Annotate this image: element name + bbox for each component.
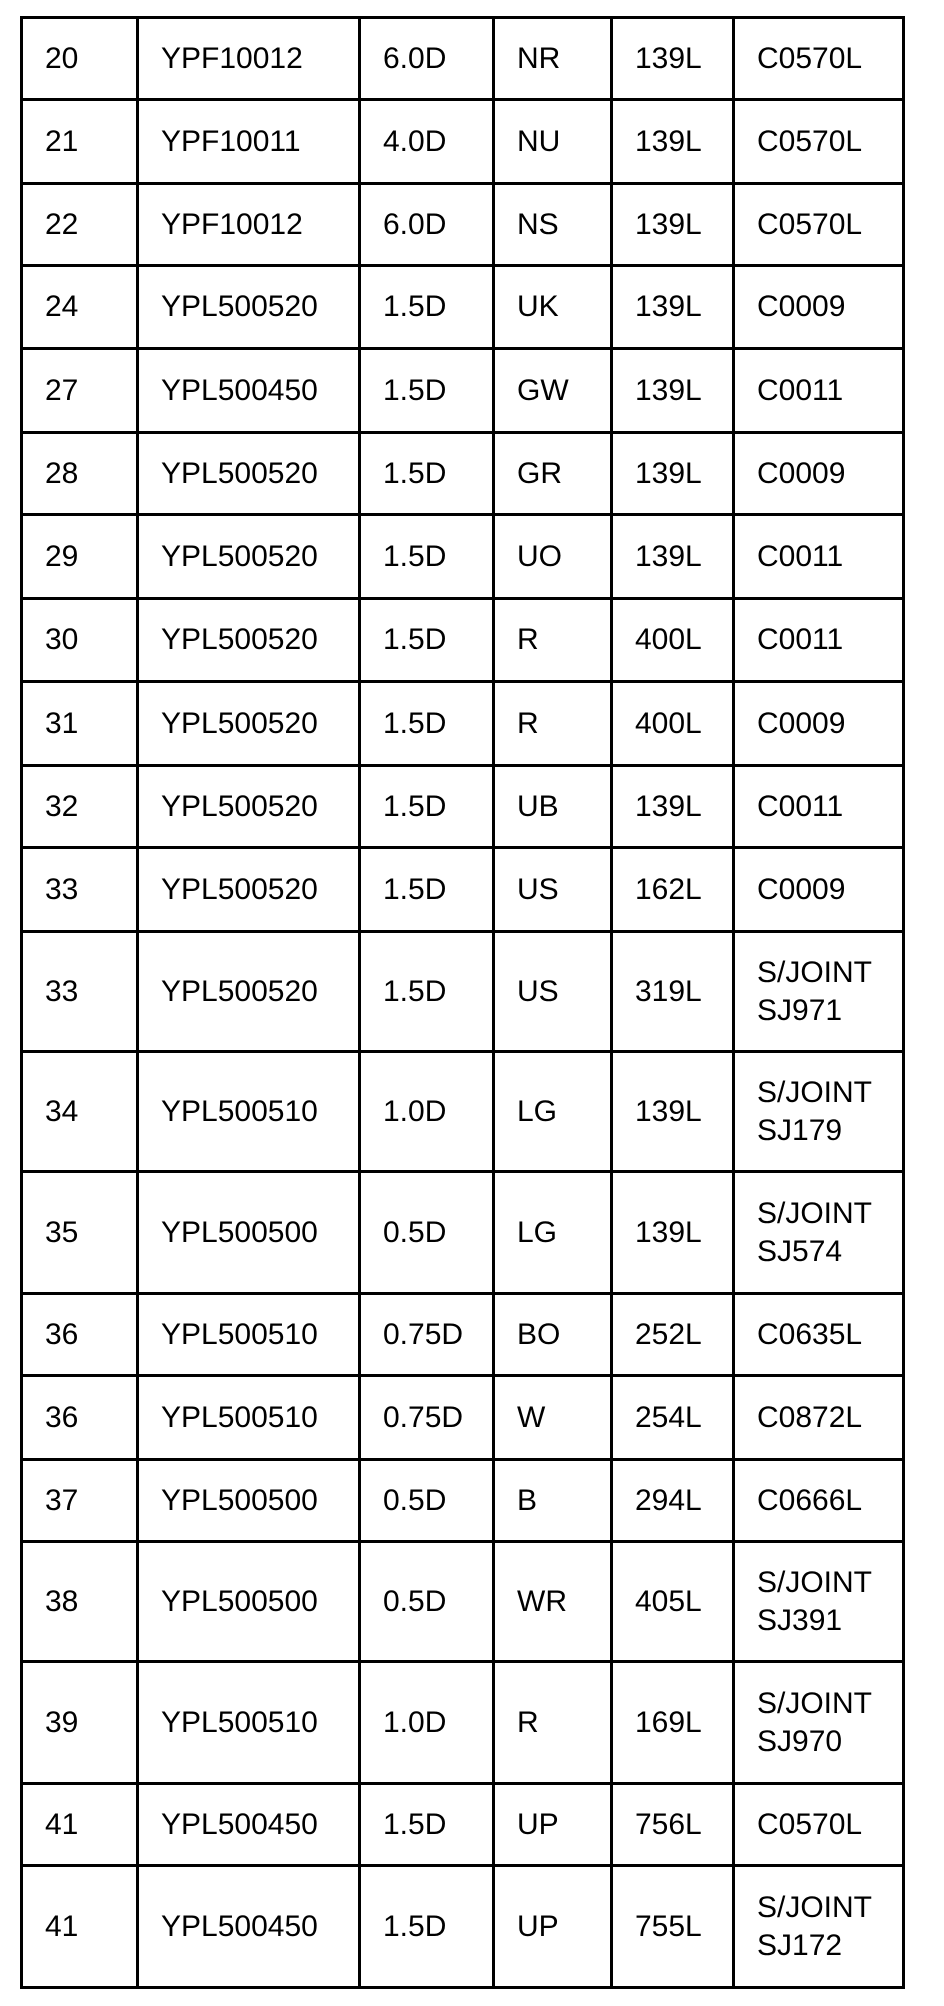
length-cell: [612, 1662, 734, 1784]
table-row: [22, 766, 904, 848]
size-cell: [360, 932, 494, 1052]
size-cell: [360, 1542, 494, 1662]
cell-text: YPF10011: [161, 124, 301, 158]
color-code-cell: [494, 682, 612, 766]
parts-table: [20, 16, 905, 1989]
cell-text: 139L: [635, 41, 702, 75]
size-cell: [360, 1662, 494, 1784]
cell-text: 0.5D: [383, 1215, 447, 1249]
color-code-cell: [494, 184, 612, 266]
size-cell: [360, 1376, 494, 1460]
cell-text: 4.0D: [383, 124, 447, 158]
cell-text: C0009: [757, 706, 846, 740]
part-number-cell: [138, 1172, 360, 1294]
item-number-cell: [22, 1662, 138, 1784]
cell-text: W: [517, 1400, 546, 1434]
connector-cell: [734, 18, 904, 100]
cell-text: 0.5D: [383, 1483, 447, 1517]
cell-text: UB: [517, 789, 559, 823]
cell-text: YPL500510: [161, 1094, 318, 1128]
cell-text: GW: [517, 373, 569, 407]
cell-text: LG: [517, 1215, 558, 1249]
cell-text: YPL500450: [161, 1909, 318, 1943]
length-cell: [612, 682, 734, 766]
connector-cell: [734, 266, 904, 349]
connector-cell: [734, 1172, 904, 1294]
length-cell: [612, 433, 734, 515]
cell-text: 33: [45, 872, 79, 906]
cell-text: YPL500510: [161, 1400, 318, 1434]
cell-text: 41: [45, 1807, 79, 1841]
item-number-cell: [22, 18, 138, 100]
part-number-cell: [138, 1052, 360, 1172]
cell-text: US: [517, 974, 559, 1008]
size-cell: [360, 515, 494, 599]
connector-cell: [734, 1866, 904, 1988]
table-row: [22, 1662, 904, 1784]
table-row: [22, 1294, 904, 1376]
parts-table-body: [22, 18, 904, 1988]
length-cell: [612, 1052, 734, 1172]
cell-text: C0872L: [757, 1400, 863, 1434]
connector-cell: [734, 1376, 904, 1460]
color-code-cell: [494, 599, 612, 682]
size-cell: [360, 1460, 494, 1542]
item-number-cell: [22, 599, 138, 682]
cell-text: S/JOINT: [757, 1565, 873, 1599]
cell-text: 1.5D: [383, 872, 447, 906]
size-cell: [360, 848, 494, 932]
cell-text: LG: [517, 1094, 558, 1128]
cell-text: NU: [517, 124, 561, 158]
cell-text: R: [517, 623, 539, 656]
table-row: [22, 18, 904, 100]
cell-text: 6.0D: [383, 41, 447, 75]
cell-text: 22: [45, 207, 79, 241]
connector-cell: [734, 932, 904, 1052]
cell-text: C0570L: [757, 207, 863, 241]
cell-text: 0.5D: [383, 1584, 447, 1618]
cell-text: SJ574: [757, 1234, 843, 1268]
length-cell: [612, 766, 734, 848]
item-number-cell: [22, 1784, 138, 1866]
part-number-cell: [138, 766, 360, 848]
size-cell: [360, 1866, 494, 1988]
table-row: [22, 848, 904, 932]
cell-text: 39: [45, 1705, 79, 1739]
cell-text: SJ172: [757, 1928, 843, 1962]
cell-text: 1.0D: [383, 1705, 447, 1739]
cell-text: WR: [517, 1584, 567, 1618]
length-cell: [612, 1376, 734, 1460]
cell-text: 24: [45, 290, 79, 323]
cell-text: 38: [45, 1584, 79, 1618]
item-number-cell: [22, 266, 138, 349]
cell-text: NS: [517, 207, 559, 241]
cell-text: 1.0D: [383, 1094, 447, 1128]
connector-cell: [734, 515, 904, 599]
cell-text: 1.5D: [383, 539, 447, 573]
item-number-cell: [22, 1542, 138, 1662]
cell-text: 139L: [635, 373, 702, 407]
cell-text: 405L: [635, 1584, 702, 1618]
cell-text: 139L: [635, 290, 702, 323]
cell-text: 139L: [635, 124, 702, 158]
color-code-cell: [494, 349, 612, 433]
cell-text: 21: [45, 124, 79, 158]
cell-text: S/JOINT: [757, 955, 873, 989]
cell-text: 0.75D: [383, 1317, 464, 1351]
part-number-cell: [138, 1662, 360, 1784]
connector-cell: [734, 848, 904, 932]
color-code-cell: [494, 848, 612, 932]
cell-text: 254L: [635, 1400, 702, 1434]
cell-text: 1.5D: [383, 290, 447, 323]
color-code-cell: [494, 1172, 612, 1294]
table-row: [22, 184, 904, 266]
length-cell: [612, 1172, 734, 1294]
cell-text: 139L: [635, 1215, 702, 1249]
table-row: [22, 932, 904, 1052]
cell-text: YPL500500: [161, 1215, 318, 1249]
color-code-cell: [494, 433, 612, 515]
connector-cell: [734, 766, 904, 848]
cell-text: 35: [45, 1215, 79, 1249]
cell-text: YPL500520: [161, 789, 318, 823]
table-row: [22, 349, 904, 433]
cell-text: 33: [45, 974, 79, 1008]
part-number-cell: [138, 1542, 360, 1662]
cell-text: 169L: [635, 1705, 702, 1739]
item-number-cell: [22, 433, 138, 515]
cell-text: C0011: [757, 623, 844, 656]
cell-text: C0009: [757, 290, 846, 323]
table-row: [22, 100, 904, 184]
color-code-cell: [494, 100, 612, 184]
part-number-cell: [138, 515, 360, 599]
cell-text: YPL500500: [161, 1584, 318, 1618]
cell-text: YPL500510: [161, 1317, 318, 1351]
cell-text: C0570L: [757, 41, 863, 75]
part-number-cell: [138, 1294, 360, 1376]
cell-text: R: [517, 706, 539, 740]
cell-text: 139L: [635, 207, 702, 241]
size-cell: [360, 18, 494, 100]
cell-text: 139L: [635, 456, 702, 490]
part-number-cell: [138, 682, 360, 766]
cell-text: 1.5D: [383, 789, 447, 823]
cell-text: YPL500450: [161, 373, 318, 407]
cell-text: 36: [45, 1317, 79, 1351]
cell-text: UP: [517, 1909, 559, 1943]
cell-text: 27: [45, 373, 79, 407]
length-cell: [612, 1866, 734, 1988]
cell-text: YPL500450: [161, 1807, 318, 1841]
item-number-cell: [22, 848, 138, 932]
cell-text: C0570L: [757, 1807, 863, 1841]
color-code-cell: [494, 1460, 612, 1542]
color-code-cell: [494, 18, 612, 100]
cell-text: YPL500520: [161, 706, 318, 740]
part-number-cell: [138, 599, 360, 682]
color-code-cell: [494, 515, 612, 599]
cell-text: 6.0D: [383, 207, 447, 241]
cell-text: 36: [45, 1400, 79, 1434]
table-row: [22, 1376, 904, 1460]
cell-text: 1.5D: [383, 1909, 447, 1943]
item-number-cell: [22, 184, 138, 266]
table-row: [22, 1866, 904, 1988]
cell-text: BO: [517, 1317, 561, 1351]
table-row: [22, 1052, 904, 1172]
cell-text: NR: [517, 41, 561, 75]
table-row: [22, 1172, 904, 1294]
cell-text: 1.5D: [383, 974, 447, 1008]
parts-table-page: [20, 16, 902, 1989]
connector-cell: [734, 1784, 904, 1866]
cell-text: UK: [517, 290, 559, 323]
cell-text: S/JOINT: [757, 1686, 873, 1720]
length-cell: [612, 848, 734, 932]
item-number-cell: [22, 100, 138, 184]
length-cell: [612, 349, 734, 433]
cell-text: YPL500520: [161, 539, 318, 573]
cell-text: 28: [45, 456, 79, 490]
size-cell: [360, 1172, 494, 1294]
color-code-cell: [494, 1784, 612, 1866]
color-code-cell: [494, 1662, 612, 1784]
item-number-cell: [22, 682, 138, 766]
cell-text: C0011: [757, 373, 844, 407]
part-number-cell: [138, 848, 360, 932]
cell-text: S/JOINT: [757, 1196, 873, 1230]
cell-text: C0009: [757, 872, 846, 906]
cell-text: UP: [517, 1807, 559, 1841]
cell-text: SJ179: [757, 1113, 843, 1147]
cell-text: 1.5D: [383, 1807, 447, 1841]
table-row: [22, 515, 904, 599]
cell-text: C0570L: [757, 124, 863, 158]
connector-cell: [734, 1460, 904, 1542]
color-code-cell: [494, 1052, 612, 1172]
color-code-cell: [494, 266, 612, 349]
size-cell: [360, 349, 494, 433]
cell-text: B: [517, 1483, 538, 1517]
color-code-cell: [494, 766, 612, 848]
part-number-cell: [138, 1460, 360, 1542]
length-cell: [612, 515, 734, 599]
cell-text: 139L: [635, 789, 702, 823]
color-code-cell: [494, 1866, 612, 1988]
part-number-cell: [138, 1784, 360, 1866]
cell-text: 1.5D: [383, 373, 447, 407]
size-cell: [360, 100, 494, 184]
length-cell: [612, 599, 734, 682]
table-row: [22, 433, 904, 515]
size-cell: [360, 1052, 494, 1172]
table-row: [22, 599, 904, 682]
size-cell: [360, 682, 494, 766]
part-number-cell: [138, 349, 360, 433]
cell-text: S/JOINT: [757, 1075, 873, 1109]
size-cell: [360, 433, 494, 515]
item-number-cell: [22, 1376, 138, 1460]
color-code-cell: [494, 1376, 612, 1460]
cell-text: 319L: [635, 974, 702, 1008]
cell-text: 139L: [635, 539, 702, 573]
cell-text: C0011: [757, 539, 844, 573]
item-number-cell: [22, 1052, 138, 1172]
length-cell: [612, 1542, 734, 1662]
part-number-cell: [138, 18, 360, 100]
cell-text: 37: [45, 1483, 79, 1517]
cell-text: YPL500520: [161, 872, 318, 906]
cell-text: 41: [45, 1909, 79, 1943]
cell-text: YPF10012: [161, 207, 303, 241]
color-code-cell: [494, 1542, 612, 1662]
cell-text: C0009: [757, 456, 846, 490]
cell-text: SJ971: [757, 993, 843, 1027]
length-cell: [612, 932, 734, 1052]
cell-text: SJ391: [757, 1603, 843, 1637]
cell-text: 29: [45, 539, 79, 573]
part-number-cell: [138, 100, 360, 184]
size-cell: [360, 1784, 494, 1866]
cell-text: 400L: [635, 623, 702, 656]
cell-text: 0.75D: [383, 1400, 464, 1434]
cell-text: 162L: [635, 872, 702, 906]
item-number-cell: [22, 1294, 138, 1376]
table-row: [22, 1784, 904, 1866]
cell-text: 1.5D: [383, 456, 447, 490]
cell-text: YPF10012: [161, 41, 303, 75]
cell-text: 32: [45, 789, 79, 823]
connector-cell: [734, 682, 904, 766]
cell-text: YPL500520: [161, 974, 318, 1008]
color-code-cell: [494, 932, 612, 1052]
cell-text: YPL500510: [161, 1705, 318, 1739]
cell-text: S/JOINT: [757, 1890, 873, 1924]
item-number-cell: [22, 349, 138, 433]
length-cell: [612, 184, 734, 266]
cell-text: 20: [45, 41, 79, 75]
connector-cell: [734, 433, 904, 515]
cell-text: YPL500520: [161, 290, 318, 323]
length-cell: [612, 18, 734, 100]
cell-text: UO: [517, 539, 562, 573]
cell-text: YPL500520: [161, 623, 318, 656]
size-cell: [360, 266, 494, 349]
connector-cell: [734, 1052, 904, 1172]
cell-text: 252L: [635, 1317, 702, 1351]
length-cell: [612, 1460, 734, 1542]
size-cell: [360, 1294, 494, 1376]
item-number-cell: [22, 1172, 138, 1294]
cell-text: C0011: [757, 789, 844, 823]
cell-text: 34: [45, 1094, 79, 1128]
cell-text: 755L: [635, 1909, 702, 1943]
cell-text: SJ970: [757, 1724, 843, 1758]
connector-cell: [734, 1542, 904, 1662]
cell-text: C0666L: [757, 1483, 863, 1517]
size-cell: [360, 184, 494, 266]
table-row: [22, 266, 904, 349]
color-code-cell: [494, 1294, 612, 1376]
part-number-cell: [138, 932, 360, 1052]
cell-text: 1.5D: [383, 706, 447, 740]
item-number-cell: [22, 766, 138, 848]
part-number-cell: [138, 1376, 360, 1460]
cell-text: R: [517, 1705, 539, 1739]
item-number-cell: [22, 1460, 138, 1542]
cell-text: 31: [45, 706, 79, 740]
item-number-cell: [22, 932, 138, 1052]
table-row: [22, 1460, 904, 1542]
cell-text: C0635L: [757, 1317, 863, 1351]
connector-cell: [734, 1294, 904, 1376]
cell-text: 400L: [635, 706, 702, 740]
length-cell: [612, 1294, 734, 1376]
length-cell: [612, 266, 734, 349]
part-number-cell: [138, 266, 360, 349]
cell-text: 30: [45, 623, 79, 656]
part-number-cell: [138, 433, 360, 515]
cell-text: YPL500500: [161, 1483, 318, 1517]
size-cell: [360, 599, 494, 682]
table-row: [22, 682, 904, 766]
cell-text: US: [517, 872, 559, 906]
cell-text: YPL500520: [161, 456, 318, 490]
connector-cell: [734, 100, 904, 184]
cell-text: 1.5D: [383, 623, 447, 656]
cell-text: 756L: [635, 1807, 702, 1841]
item-number-cell: [22, 515, 138, 599]
cell-text: 139L: [635, 1094, 702, 1128]
part-number-cell: [138, 184, 360, 266]
connector-cell: [734, 1662, 904, 1784]
size-cell: [360, 766, 494, 848]
length-cell: [612, 100, 734, 184]
cell-text: 294L: [635, 1483, 702, 1517]
connector-cell: [734, 184, 904, 266]
connector-cell: [734, 599, 904, 682]
item-number-cell: [22, 1866, 138, 1988]
table-row: [22, 1542, 904, 1662]
cell-text: GR: [517, 456, 562, 490]
length-cell: [612, 1784, 734, 1866]
part-number-cell: [138, 1866, 360, 1988]
connector-cell: [734, 349, 904, 433]
